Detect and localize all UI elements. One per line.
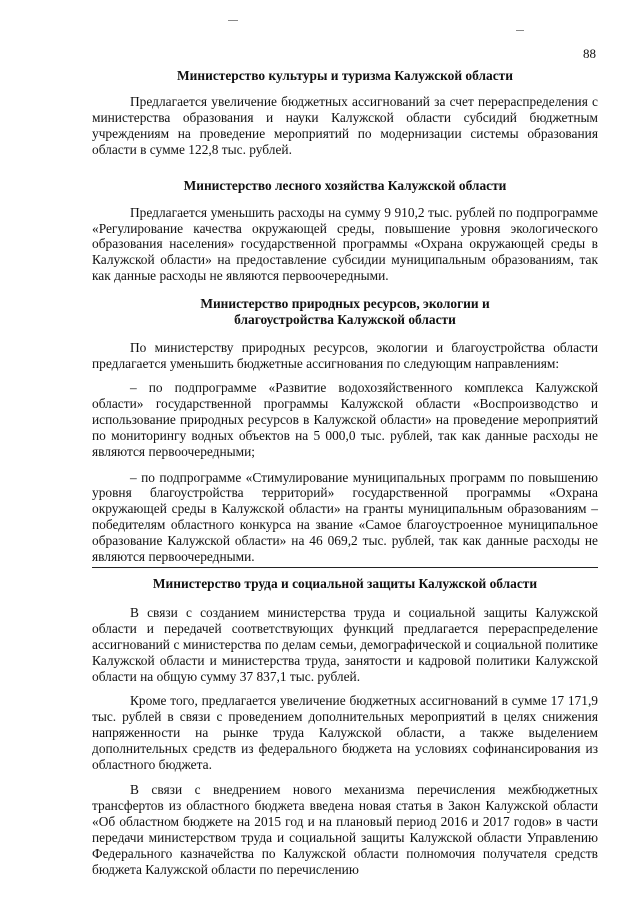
section-title-forestry: Министерство лесного хозяйства Калужской области	[183, 177, 507, 193]
paragraph: В связи с внедрением нового механизма перечисления межбюджетных трансфертов из областного бюджета введена новая статья в Закон Калужской области «Об областном бюджете на 2015 год и на плановый период 2016 и 2017 годов» в части передачи министерством труда и социальной защиты Калужской области Управлению Федерального казначейства по Калужской области полномочия получателя средств бюджета Калужской области по перечислению	[92, 782, 598, 877]
list-item-paragraph: – по подпрограмме «Развитие водохозяйственного комплекса Калужской области» государственной программы Калужской области «Воспроизводство и использование природных ресурсов в Калужской области» на проведение мероприятий по мониторингу водных объектов на 5 000,0 тыс. рублей, так как данные расходы не являются первоочередными;	[92, 379, 598, 459]
list-item-paragraph: – по подпрограмме «Стимулирование муниципальных программ по повышению уровня благоустройства территорий» государственной программы «Охрана окружающей среды в Калужской области» на гранты муниципальным образованиям – победителям областного конкурса на звание «Самое благоустроенное муниципальное образование Калужской области» на 46 069,2 тыс. рублей, так как данные расходы не являются первоочередными.	[92, 469, 598, 565]
page-number: 88	[583, 46, 596, 61]
section-title-labor: Министерство труда и социальной защиты Калужской области	[152, 575, 538, 591]
paragraph: По министерству природных ресурсов, экологии и благоустройства области предлагается уменьшить бюджетные ассигнования по следующим направлениям:	[92, 340, 598, 372]
section-title-line: Министерство природных ресурсов, экологии и	[200, 296, 490, 312]
scan-artifact	[228, 20, 238, 21]
paragraph: Предлагается уменьшить расходы на сумму 9 910,2 тыс. рублей по подпрограмме «Регулирование качества окружающей среды, повышение уровня экологического образования населения» государственной программы «Охрана окружающей среды в Калужской области» на предоставление субсидии муниципальным образованиям, так как данные расходы не являются первоочередными.	[92, 204, 598, 284]
scan-artifact	[516, 30, 524, 31]
section-title-natural-resources	[92, 296, 598, 328]
paragraph: В связи с созданием министерства труда и социальной защиты Калужской области и передачей соответствующих функций предлагается перераспределение ассигнований с министерства по делам семьи, демографической и социальной политике Калужской области и министерства труда, занятости и кадровой политики Калужской области на общую сумму 37 837,1 тыс. рублей.	[92, 604, 598, 684]
section-title-culture: Министерство культуры и туризма Калужской области	[177, 68, 513, 83]
section-title-line: благоустройства Калужской области	[234, 312, 456, 328]
paragraph: Кроме того, предлагается увеличение бюджетных ассигнований в сумме 17 171,9 тыс. рублей в связи с проведением дополнительных мероприятий в целях снижения напряженности на рынке труда Калужской области, а также выделением дополнительных средств из федерального бюджета на условиях софинансирования из областного бюджета.	[92, 693, 598, 773]
paragraph: Предлагается увеличение бюджетных ассигнований за счет перераспределения с министерства образования и науки Калужской области субсидий бюджетным учреждениям на проведение мероприятий по модернизации системы образования области в сумме 122,8 тыс. рублей.	[92, 94, 598, 157]
document-body	[92, 64, 598, 877]
separator-line	[92, 567, 598, 568]
